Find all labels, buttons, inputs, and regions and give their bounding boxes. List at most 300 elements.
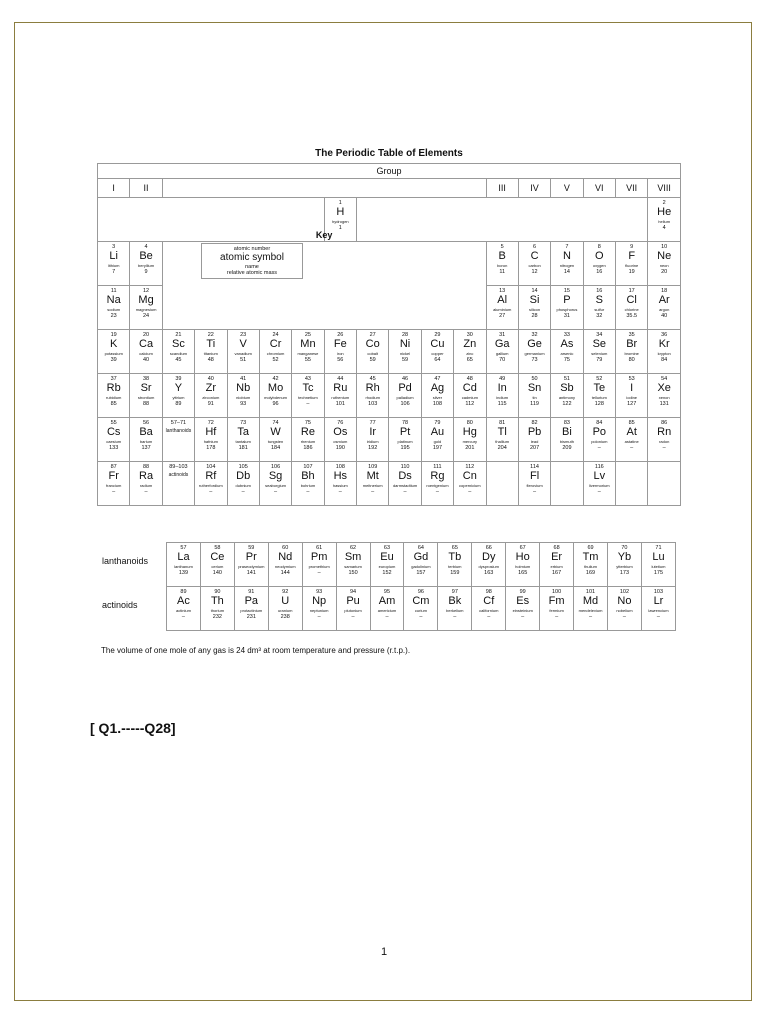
- element-cell: [227, 330, 259, 374]
- element-mass: –: [487, 614, 491, 620]
- element-cell: [518, 374, 550, 418]
- element-number: 65: [451, 545, 458, 551]
- element-number: 104: [206, 464, 216, 470]
- element-number: 112: [465, 464, 475, 470]
- element-number: 86: [661, 420, 668, 426]
- element-cell: [389, 462, 421, 506]
- element-mass: 40: [661, 313, 668, 319]
- element-mass: 108: [432, 401, 443, 407]
- element-number: 45: [369, 376, 376, 382]
- element-name: copernicium: [459, 483, 481, 488]
- key-atomic-symbol: atomic symbol: [220, 252, 284, 263]
- element-symbol: Ce: [210, 551, 225, 563]
- element-symbol: N: [562, 250, 571, 262]
- element-number: 54: [661, 376, 668, 382]
- element-symbol: Pb: [527, 426, 542, 438]
- element-name: tin: [532, 395, 537, 400]
- element-cell: [227, 462, 259, 506]
- element-mass: 165: [518, 570, 528, 576]
- element-cell: [195, 330, 227, 374]
- element-name: oxygen: [592, 263, 606, 268]
- element-mass: 192: [368, 445, 378, 451]
- element-mass: 55: [304, 357, 311, 363]
- element-mass: 139: [178, 570, 189, 576]
- element-symbol: Os: [333, 426, 348, 438]
- element-name: berkelium: [446, 608, 464, 613]
- element-symbol: Fm: [548, 595, 565, 607]
- element-name: hydrogen: [331, 219, 349, 224]
- element-symbol: Pt: [399, 426, 411, 438]
- element-cell: [648, 286, 681, 330]
- element-name: potassium: [104, 351, 123, 356]
- element-symbol: Bk: [448, 595, 462, 607]
- element-name: copper: [431, 351, 444, 356]
- element-name: platinum: [397, 439, 413, 444]
- element-number: 44: [337, 376, 344, 382]
- element-name: tantalum: [235, 439, 251, 444]
- element-cell: [292, 374, 324, 418]
- element-cell: [454, 330, 486, 374]
- element-number: 60: [282, 545, 289, 551]
- element-cell: [486, 242, 518, 286]
- element-mass: 163: [484, 570, 494, 576]
- element-mass: 232: [212, 614, 222, 620]
- element-mass: 144: [280, 570, 290, 576]
- element-cell: [167, 587, 201, 631]
- element-cell: [583, 242, 615, 286]
- element-number: 49: [499, 376, 506, 382]
- element-name: zirconium: [202, 395, 220, 400]
- element-cell: [227, 418, 259, 462]
- element-cell: [518, 418, 550, 462]
- element-symbol: La: [177, 551, 190, 563]
- element-number: 62: [350, 545, 357, 551]
- element-number: 43: [304, 376, 311, 382]
- element-number: 73: [240, 420, 247, 426]
- element-symbol: Sb: [560, 382, 574, 394]
- element-symbol: O: [595, 250, 604, 262]
- element-cell: [195, 418, 227, 462]
- element-mass: –: [521, 614, 525, 620]
- element-symbol: Au: [430, 426, 445, 438]
- element-name: fluorine: [625, 263, 639, 268]
- element-cell: [404, 543, 438, 587]
- group-V: V: [551, 179, 583, 198]
- element-name: lutetium: [651, 564, 666, 569]
- element-cell: [506, 587, 540, 631]
- element-symbol: Nb: [236, 382, 251, 394]
- element-symbol: Tc: [302, 382, 314, 394]
- element-mass: 4: [662, 225, 666, 231]
- element-symbol: Cn: [462, 470, 477, 482]
- element-number: 59: [248, 545, 255, 551]
- element-cell: [648, 198, 681, 242]
- element-mass: –: [385, 614, 389, 620]
- element-number: 21: [175, 332, 182, 338]
- element-symbol: Tm: [582, 551, 599, 563]
- element-number: 50: [531, 376, 538, 382]
- element-name: silicon: [529, 307, 541, 312]
- element-mass: 16: [596, 269, 603, 275]
- element-number: 47: [434, 376, 441, 382]
- f-block-table: [166, 542, 676, 631]
- element-mass: 140: [212, 570, 222, 576]
- element-symbol: Ru: [333, 382, 348, 394]
- element-mass: 45: [175, 357, 182, 363]
- element-cell: [574, 543, 608, 587]
- element-cell: [234, 543, 268, 587]
- element-mass: 157: [416, 570, 426, 576]
- element-symbol: Ba: [139, 426, 153, 438]
- element-mass: 84: [661, 357, 668, 363]
- element-name: erbium: [550, 564, 563, 569]
- element-symbol: Mn: [300, 338, 316, 350]
- element-name: terbium: [448, 564, 462, 569]
- element-cell: [607, 543, 641, 587]
- element-mass: 35.5: [626, 313, 638, 319]
- element-name: nitrogen: [559, 263, 575, 268]
- element-number: 15: [563, 288, 570, 294]
- element-cell: [200, 587, 234, 631]
- element-mass: 89: [175, 401, 182, 407]
- element-number: 39: [175, 376, 182, 382]
- element-cell: [130, 330, 162, 374]
- element-symbol: Ta: [237, 426, 249, 438]
- element-mass: 12: [531, 269, 538, 275]
- element-mass: –: [453, 614, 457, 620]
- element-symbol: U: [281, 595, 290, 607]
- element-name: uranium: [278, 608, 293, 613]
- element-number: 87: [110, 464, 117, 470]
- element-cell: [130, 462, 162, 506]
- group-VI: VI: [583, 179, 615, 198]
- element-name: technetium: [298, 395, 318, 400]
- element-symbol: V: [239, 338, 247, 350]
- element-name: boron: [497, 263, 508, 268]
- element-cell: [583, 330, 615, 374]
- element-name: flerovium: [526, 483, 543, 488]
- element-name: rutherfordium: [198, 483, 223, 488]
- key-atomic-number: atomic number: [233, 246, 271, 252]
- element-mass: 39: [110, 357, 117, 363]
- element-symbol: Ti: [206, 338, 216, 350]
- element-cell: [616, 286, 648, 330]
- element-cell: [130, 286, 162, 330]
- element-name: actinium: [176, 608, 191, 613]
- element-number: 83: [563, 420, 570, 426]
- element-symbol: Sr: [140, 382, 152, 394]
- element-symbol: Pu: [346, 595, 360, 607]
- element-cell: [98, 286, 130, 330]
- element-mass: –: [597, 445, 601, 451]
- element-cell: [227, 374, 259, 418]
- element-symbol: Hg: [462, 426, 477, 438]
- actinoids-placeholder: 89–103 actinoids: [162, 462, 194, 506]
- element-name: gadolinium: [411, 564, 431, 569]
- element-name: osmium: [333, 439, 348, 444]
- element-cell: [200, 543, 234, 587]
- element-mass: 173: [619, 570, 630, 576]
- element-name: neodymium: [274, 564, 296, 569]
- element-number: 2: [662, 200, 666, 206]
- element-symbol: K: [110, 338, 118, 350]
- element-mass: –: [630, 445, 634, 451]
- element-number: 71: [655, 545, 662, 551]
- element-name: praseodymium: [238, 564, 265, 569]
- element-number: 38: [143, 376, 150, 382]
- element-name: mercury: [462, 439, 478, 444]
- group-III: III: [486, 179, 518, 198]
- element-mass: –: [351, 614, 355, 620]
- element-cell: [438, 587, 472, 631]
- element-number: 17: [628, 288, 635, 294]
- element-mass: 119: [530, 401, 539, 407]
- element-symbol: Li: [109, 250, 118, 262]
- element-number: 75: [304, 420, 311, 426]
- element-number: 106: [270, 464, 281, 470]
- element-name: rubidium: [106, 395, 122, 400]
- element-cell: [574, 587, 608, 631]
- element-cell: [540, 587, 574, 631]
- element-name: thulium: [584, 564, 597, 569]
- element-name: bismuth: [559, 439, 574, 444]
- element-symbol: Am: [378, 595, 396, 607]
- element-symbol: Tb: [448, 551, 462, 563]
- element-symbol: Cr: [269, 338, 282, 350]
- element-name: nickel: [399, 351, 411, 356]
- element-name: francium: [106, 483, 122, 488]
- element-mass: 238: [280, 614, 290, 620]
- element-symbol: Fl: [529, 470, 540, 482]
- element-number: 110: [400, 464, 410, 470]
- element-number: 51: [563, 376, 570, 382]
- element-mass: 159: [450, 570, 460, 576]
- element-mass: 88: [143, 401, 150, 407]
- element-cell: [648, 418, 681, 462]
- element-mass: –: [435, 489, 439, 495]
- element-mass: –: [403, 489, 407, 495]
- element-name: californium: [479, 608, 499, 613]
- element-cell: [648, 330, 681, 374]
- element-symbol: W: [270, 426, 281, 438]
- element-number: 90: [214, 589, 221, 595]
- element-name: neptunium: [309, 608, 329, 613]
- element-number: 14: [531, 288, 538, 294]
- element-mass: 101: [335, 401, 345, 407]
- element-mass: –: [468, 489, 472, 495]
- element-symbol: Bi: [562, 426, 572, 438]
- element-symbol: Ir: [369, 426, 377, 438]
- element-mass: 65: [466, 357, 473, 363]
- element-number: 64: [417, 545, 424, 551]
- element-mass: –: [306, 401, 310, 407]
- element-name: americium: [377, 608, 397, 613]
- element-number: 70: [621, 545, 628, 551]
- element-name: einsteinium: [512, 608, 533, 613]
- element-name: calcium: [139, 351, 153, 356]
- element-cell: [421, 462, 453, 506]
- element-number: 91: [248, 589, 255, 595]
- element-mass: –: [306, 489, 310, 495]
- element-symbol: Lu: [652, 551, 665, 563]
- element-mass: 80: [628, 357, 635, 363]
- element-number: 20: [143, 332, 150, 338]
- element-number: 93: [316, 589, 323, 595]
- element-mass: –: [597, 489, 601, 495]
- element-name: polonium: [591, 439, 608, 444]
- element-name: ruthenium: [331, 395, 350, 400]
- element-cell: [486, 330, 518, 374]
- element-number: 58: [214, 545, 221, 551]
- period-7: [98, 462, 681, 506]
- element-mass: 112: [465, 401, 475, 407]
- group-VIII: VIII: [648, 179, 681, 198]
- element-cell: [551, 330, 583, 374]
- element-name: chromium: [266, 351, 285, 356]
- element-mass: –: [181, 614, 185, 620]
- element-cell: [389, 418, 421, 462]
- element-name: mendelevium: [578, 608, 603, 613]
- element-symbol: S: [595, 294, 603, 306]
- element-cell: [518, 330, 550, 374]
- lanthanoids-row: [167, 543, 676, 587]
- element-mass: 167: [552, 570, 562, 576]
- element-mass: 190: [335, 445, 345, 451]
- element-name: hassium: [332, 483, 348, 488]
- element-cell: [518, 242, 550, 286]
- element-number: 12: [143, 288, 150, 294]
- element-name: lead: [530, 439, 539, 444]
- element-name: indium: [496, 395, 509, 400]
- element-mass: –: [662, 445, 666, 451]
- element-symbol: Ne: [657, 250, 672, 262]
- element-cell: [130, 418, 162, 462]
- element-name: gallium: [495, 351, 509, 356]
- element-cell: [486, 374, 518, 418]
- element-name: iodine: [626, 395, 638, 400]
- element-cell: [292, 330, 324, 374]
- element-cell: [130, 374, 162, 418]
- element-symbol: He: [657, 206, 672, 218]
- element-cell: [518, 286, 550, 330]
- element-symbol: Sn: [527, 382, 542, 394]
- element-symbol: Sc: [172, 338, 185, 350]
- element-number: 30: [466, 332, 473, 338]
- element-mass: 31: [563, 313, 570, 319]
- element-mass: 186: [303, 445, 313, 451]
- element-name: nobelium: [616, 608, 633, 613]
- element-name: phosphorus: [556, 307, 578, 312]
- element-number: 98: [485, 589, 492, 595]
- element-cell: [438, 543, 472, 587]
- element-number: 57: [180, 545, 187, 551]
- element-mass: –: [274, 489, 278, 495]
- element-symbol: Sg: [268, 470, 283, 482]
- element-cell: [324, 330, 356, 374]
- element-mass: 27: [499, 313, 506, 319]
- element-mass: 1: [338, 225, 342, 231]
- element-name: dubnium: [235, 483, 251, 488]
- element-number: 52: [596, 376, 603, 382]
- element-cell: [302, 587, 336, 631]
- element-number: 97: [451, 589, 458, 595]
- element-cell: [421, 374, 453, 418]
- element-symbol: Ho: [515, 551, 530, 563]
- element-cell: [324, 418, 356, 462]
- element-mass: 181: [238, 445, 248, 451]
- element-mass: 73: [531, 357, 538, 363]
- key-name: name: [245, 264, 259, 270]
- actinoids-row: [167, 587, 676, 631]
- element-name: xenon: [658, 395, 670, 400]
- element-number: 92: [282, 589, 289, 595]
- element-cell: [336, 587, 370, 631]
- element-symbol: Be: [139, 250, 153, 262]
- element-mass: 96: [272, 401, 279, 407]
- element-symbol: Es: [516, 595, 530, 607]
- element-mass: –: [112, 489, 116, 495]
- element-mass: 197: [432, 445, 443, 451]
- element-cell: [583, 286, 615, 330]
- element-number: 22: [207, 332, 214, 338]
- element-mass: 150: [348, 570, 358, 576]
- element-number: 10: [661, 244, 668, 250]
- element-name: magnesium: [135, 307, 157, 312]
- element-symbol: Ra: [139, 470, 154, 482]
- element-mass: 137: [141, 445, 151, 451]
- element-number: 28: [402, 332, 409, 338]
- element-symbol: Ac: [177, 595, 190, 607]
- element-number: 13: [499, 288, 506, 294]
- element-cell: [357, 462, 389, 506]
- element-cell: [583, 462, 615, 506]
- element-symbol: P: [563, 294, 571, 306]
- element-number: 16: [596, 288, 603, 294]
- element-name: meitnerium: [362, 483, 383, 488]
- element-mass: 103: [368, 401, 378, 407]
- element-symbol: Rb: [106, 382, 121, 394]
- element-cell: [98, 418, 130, 462]
- element-mass: 133: [109, 445, 119, 451]
- element-name: darmstadtium: [392, 483, 418, 488]
- element-number: 100: [552, 589, 562, 595]
- lanthanoids-label: lanthanoids: [102, 556, 149, 566]
- element-cell: [583, 418, 615, 462]
- element-mass: 169: [585, 570, 596, 576]
- element-number: 105: [238, 464, 248, 470]
- element-symbol: Hf: [205, 426, 217, 438]
- element-cell: [336, 543, 370, 587]
- element-symbol: No: [617, 595, 632, 607]
- gas-volume-footnote: The volume of one mole of any gas is 24 dm³ at room temperature and pressure (r.t.p.).: [101, 646, 411, 655]
- element-cell: [98, 462, 130, 506]
- element-number: 101: [585, 589, 596, 595]
- element-name: yttrium: [172, 395, 185, 400]
- element-cell: [421, 418, 453, 462]
- element-number: 63: [383, 545, 391, 551]
- element-symbol: Cm: [412, 595, 430, 607]
- element-symbol: Tl: [497, 426, 507, 438]
- element-symbol: F: [628, 250, 636, 262]
- element-number: 84: [596, 420, 603, 426]
- element-symbol: Rg: [430, 470, 445, 482]
- element-name: vanadium: [234, 351, 252, 356]
- element-symbol: Te: [593, 382, 606, 394]
- element-name: tellurium: [591, 395, 607, 400]
- element-mass: –: [144, 489, 148, 495]
- element-name: gold: [433, 439, 442, 444]
- element-number: 40: [207, 376, 214, 382]
